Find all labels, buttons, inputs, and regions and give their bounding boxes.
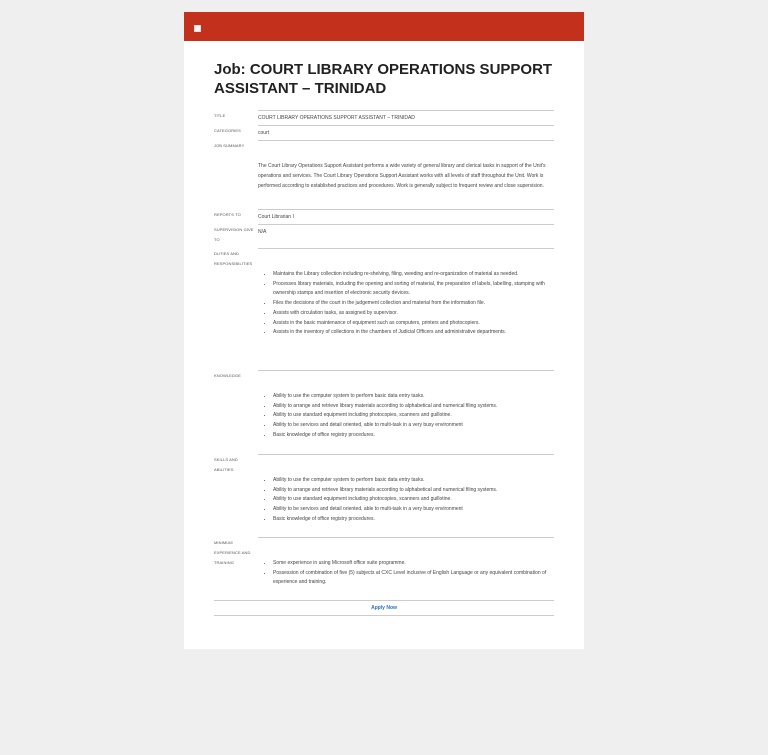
knowledge-value	[258, 370, 554, 454]
duties-list	[258, 270, 554, 338]
supervision-label: SUPERVISION GIVE TO	[214, 227, 254, 242]
list-item: • Ability to arrange and retrieve library materials according to alphabetical and numerical filing systems.	[273, 402, 554, 412]
list-item: • Processes library materials, including the opening and sorting of material, the preparation of labels, labelling, stamping with ownership stamps and insertion of electronic security devices.	[273, 280, 554, 299]
summary-text: The Court Library Operations Support Assistant performs a wide variety of general library and clerical tasks in support of the Unit's operations and services. The Court Library Operations Support Assistant works with all levels of staff throughout the Unit. Work is performed according to established practices and procedures. Work is generally subject to frequent review and close supervision.	[258, 163, 546, 189]
list-item: • Maintains the Library collection including re-shelving, filing, weeding and re-organization of material as needed.	[273, 270, 554, 280]
reports-value	[258, 209, 554, 224]
summary-row	[214, 140, 554, 209]
list-item: • Files the decisions of the court in the judgement collection and material from the information file.	[273, 299, 554, 309]
list-item: • Ability to use the computer system to perform basic data entry tasks.	[273, 392, 554, 402]
skills-value	[258, 454, 554, 537]
list-item: • Ability to be services and detail oriented, able to multi-task in a very busy environment	[273, 505, 554, 515]
page-title: Job: COURT LIBRARY OPERATIONS SUPPORT ASSISTANT – TRINIDAD	[214, 61, 553, 97]
list-item: • Some experience in using Microsoft office suite programme.	[273, 559, 554, 569]
list-item: • Ability to be services and detail oriented, able to multi-task in a very busy environment	[273, 421, 554, 431]
list-item: • Basic knowledge of office registry procedures.	[273, 515, 554, 525]
skills-row	[214, 454, 554, 537]
list-item: • Ability to use standard equipment including photocopies, scanners and guillotine.	[273, 495, 554, 505]
reports-text: Court Librarian I	[258, 214, 294, 220]
list-item: • Assists with circulation tasks, as assigned by supervisor.	[273, 309, 554, 319]
duties-row	[214, 248, 554, 370]
job-content	[184, 60, 584, 616]
header-banner	[184, 12, 584, 41]
categories-text: court	[258, 130, 270, 136]
list-item: • Assists in the inventory of collections in the chambers of Judicial Officers and administrative departments.	[273, 328, 554, 338]
supervision-text: N/A	[258, 229, 267, 235]
supervision-row	[214, 224, 554, 248]
categories-row	[214, 125, 554, 140]
reports-label: REPORTS TO	[214, 212, 241, 217]
categories-value	[258, 125, 554, 140]
list-item: • Assists in the basic maintenance of equipment such as computers, printers and photocopiers.	[273, 319, 554, 329]
summary-label: JOB SUMMARY	[214, 143, 245, 148]
experience-list	[258, 559, 554, 588]
list-item: • Possession of combination of five (5) subjects at CXC Level inclusive of English Language or any equivalent combination of experience and training.	[273, 569, 554, 588]
knowledge-label: KNOWLEDGE	[214, 373, 241, 378]
apply-now-link[interactable]: Apply Now	[214, 600, 554, 616]
job-card	[184, 12, 584, 649]
experience-value	[258, 537, 554, 591]
summary-value	[258, 140, 554, 209]
list-item: • Basic knowledge of office registry procedures.	[273, 431, 554, 441]
skills-label: SKILLS AND ABILITIES	[214, 457, 238, 472]
title-label: TITLE	[214, 113, 226, 118]
knowledge-list	[258, 392, 554, 441]
broken-image-icon[interactable]	[194, 25, 201, 32]
experience-label: MINIMUM EXPERIENCE AND TRAINING	[214, 540, 251, 565]
experience-row	[214, 537, 554, 591]
supervision-value	[258, 224, 554, 248]
reports-row	[214, 209, 554, 224]
title-value	[258, 110, 554, 125]
list-item: • Ability to use the computer system to perform basic data entry tasks.	[273, 476, 554, 486]
knowledge-row	[214, 370, 554, 454]
categories-label: CATEGORIES	[214, 128, 241, 133]
duties-value	[258, 248, 554, 370]
title-row	[214, 110, 554, 125]
duties-label: DUTIES AND RESPONSIBILITIES	[214, 251, 253, 266]
skills-list	[258, 476, 554, 525]
list-item: • Ability to use standard equipment including photocopies, scanners and guillotine.	[273, 411, 554, 421]
title-text: COURT LIBRARY OPERATIONS SUPPORT ASSISTANT – TRINIDAD	[258, 115, 415, 121]
list-item: • Ability to arrange and retrieve library materials according to alphabetical and numerical filing systems.	[273, 486, 554, 496]
